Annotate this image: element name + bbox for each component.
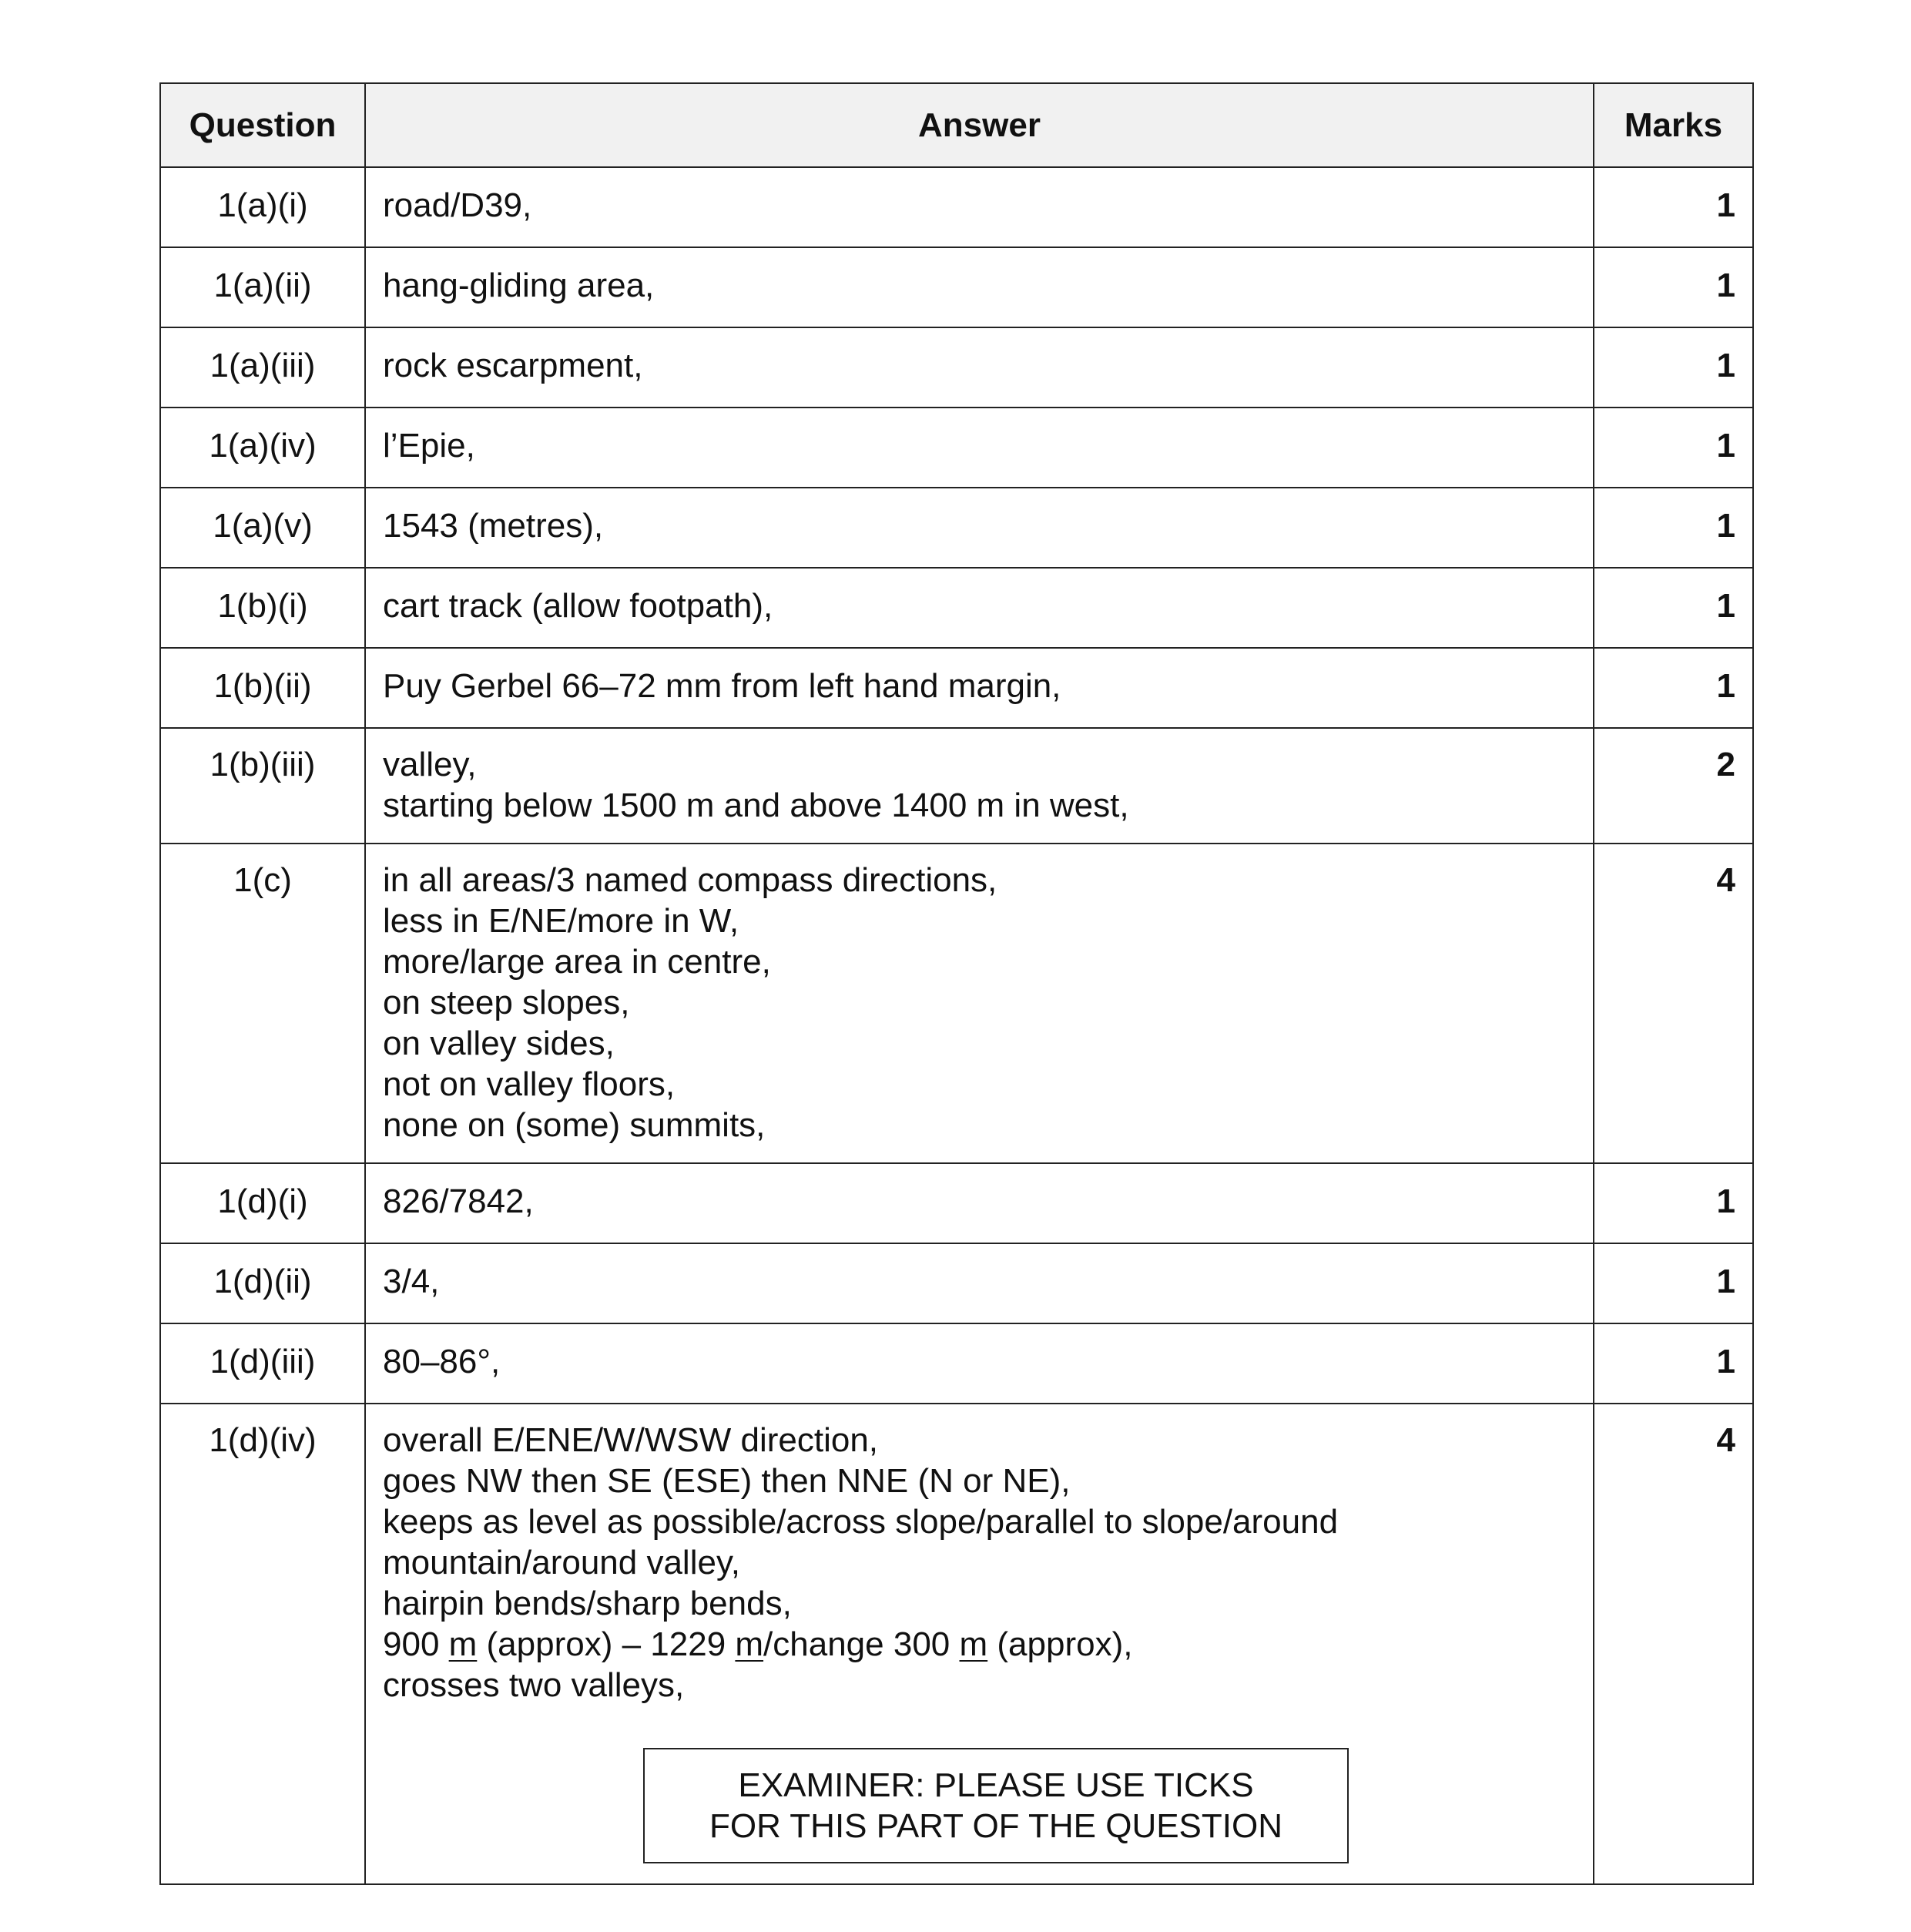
- answer-line: 826/7842,: [383, 1182, 534, 1220]
- answer-cell: [365, 1163, 1594, 1243]
- marks-cell: 1: [1594, 247, 1753, 327]
- answer-cell: [365, 1243, 1594, 1323]
- answer-line: keeps as level as possible/across slope/parallel to slope/around: [383, 1503, 1339, 1541]
- answer-line: road/D39,: [383, 186, 532, 224]
- marks-cell: 1: [1594, 327, 1753, 408]
- marks-cell: 2: [1594, 728, 1753, 844]
- answer-line: hang-gliding area,: [383, 267, 655, 304]
- answer-line: more/large area in centre,: [383, 943, 771, 981]
- question-cell: 1(d)(iv): [160, 1404, 365, 1884]
- marks-cell: 1: [1594, 1243, 1753, 1323]
- answer-cell: [365, 488, 1594, 568]
- answer-cell: [365, 167, 1594, 247]
- answer-line: starting below 1500 m and above 1400 m in west,: [383, 787, 1129, 824]
- table-row: [160, 488, 1753, 568]
- table-body: [160, 167, 1753, 1884]
- question-cell: 1(d)(ii): [160, 1243, 365, 1323]
- header-question: Question: [160, 83, 365, 167]
- answer-line: in all areas/3 named compass directions,: [383, 861, 997, 899]
- table-row: [160, 1323, 1753, 1404]
- answer-line: on steep slopes,: [383, 984, 630, 1021]
- marks-cell: 1: [1594, 488, 1753, 568]
- examiner-note-box: [643, 1748, 1349, 1863]
- table-row: [160, 327, 1753, 408]
- answer-cell: [365, 728, 1594, 844]
- answer-line: Puy Gerbel 66–72 mm from left hand margin,: [383, 667, 1061, 705]
- answer-line: 900 m (approx) – 1229 m/change 300 m (approx),: [383, 1625, 1133, 1663]
- answer-line: 1543 (metres),: [383, 507, 604, 545]
- answer-cell: [365, 568, 1594, 648]
- answer-cell: [365, 1404, 1594, 1884]
- answer-line: on valley sides,: [383, 1025, 615, 1062]
- question-cell: 1(a)(ii): [160, 247, 365, 327]
- question-cell: 1(a)(i): [160, 167, 365, 247]
- mark-scheme-table: [159, 82, 1754, 1885]
- marks-cell: 1: [1594, 568, 1753, 648]
- answer-line: mountain/around valley,: [383, 1544, 740, 1581]
- answer-line: goes NW then SE (ESE) then NNE (N or NE),: [383, 1462, 1071, 1500]
- table-row: [160, 247, 1753, 327]
- question-cell: 1(b)(i): [160, 568, 365, 648]
- question-cell: 1(a)(iii): [160, 327, 365, 408]
- marks-cell: 1: [1594, 1323, 1753, 1404]
- header-row: [160, 83, 1753, 167]
- table-row: [160, 648, 1753, 728]
- table-row: [160, 568, 1753, 648]
- table-row: [160, 167, 1753, 247]
- marks-cell: 4: [1594, 1404, 1753, 1884]
- answer-cell: [365, 327, 1594, 408]
- answer-line: 3/4,: [383, 1263, 440, 1300]
- answer-line: valley,: [383, 746, 477, 783]
- header-answer: Answer: [365, 83, 1594, 167]
- answer-line: overall E/ENE/W/WSW direction,: [383, 1421, 879, 1459]
- answer-line: not on valley floors,: [383, 1065, 676, 1103]
- answer-line: none on (some) summits,: [383, 1106, 766, 1144]
- answer-line: cart track (allow footpath),: [383, 587, 773, 625]
- answer-line: 80–86°,: [383, 1343, 501, 1380]
- examiner-note-line: EXAMINER: PLEASE USE TICKS: [738, 1766, 1254, 1804]
- answer-line: hairpin bends/sharp bends,: [383, 1585, 792, 1622]
- answer-line: rock escarpment,: [383, 347, 643, 384]
- marks-cell: 1: [1594, 408, 1753, 488]
- question-cell: 1(d)(i): [160, 1163, 365, 1243]
- question-cell: 1(a)(v): [160, 488, 365, 568]
- answer-line: l’Epie,: [383, 427, 475, 465]
- answer-cell: [365, 844, 1594, 1163]
- marks-cell: 1: [1594, 1163, 1753, 1243]
- answer-cell: [365, 1323, 1594, 1404]
- table-row: [160, 1163, 1753, 1243]
- question-cell: 1(a)(iv): [160, 408, 365, 488]
- question-cell: 1(b)(iii): [160, 728, 365, 844]
- header-marks: Marks: [1594, 83, 1753, 167]
- question-cell: 1(b)(ii): [160, 648, 365, 728]
- answer-line: less in E/NE/more in W,: [383, 902, 739, 940]
- answer-cell: [365, 408, 1594, 488]
- answer-cell: [365, 247, 1594, 327]
- question-cell: 1(d)(iii): [160, 1323, 365, 1404]
- question-cell: 1(c): [160, 844, 365, 1163]
- table-row: [160, 408, 1753, 488]
- marks-cell: 4: [1594, 844, 1753, 1163]
- table-row: [160, 844, 1753, 1163]
- marks-cell: 1: [1594, 167, 1753, 247]
- answer-line: crosses two valleys,: [383, 1666, 685, 1704]
- table-row: [160, 1243, 1753, 1323]
- marks-cell: 1: [1594, 648, 1753, 728]
- answer-cell: [365, 648, 1594, 728]
- table-row: [160, 1404, 1753, 1884]
- table-row: [160, 728, 1753, 844]
- examiner-note-line: FOR THIS PART OF THE QUESTION: [709, 1807, 1283, 1845]
